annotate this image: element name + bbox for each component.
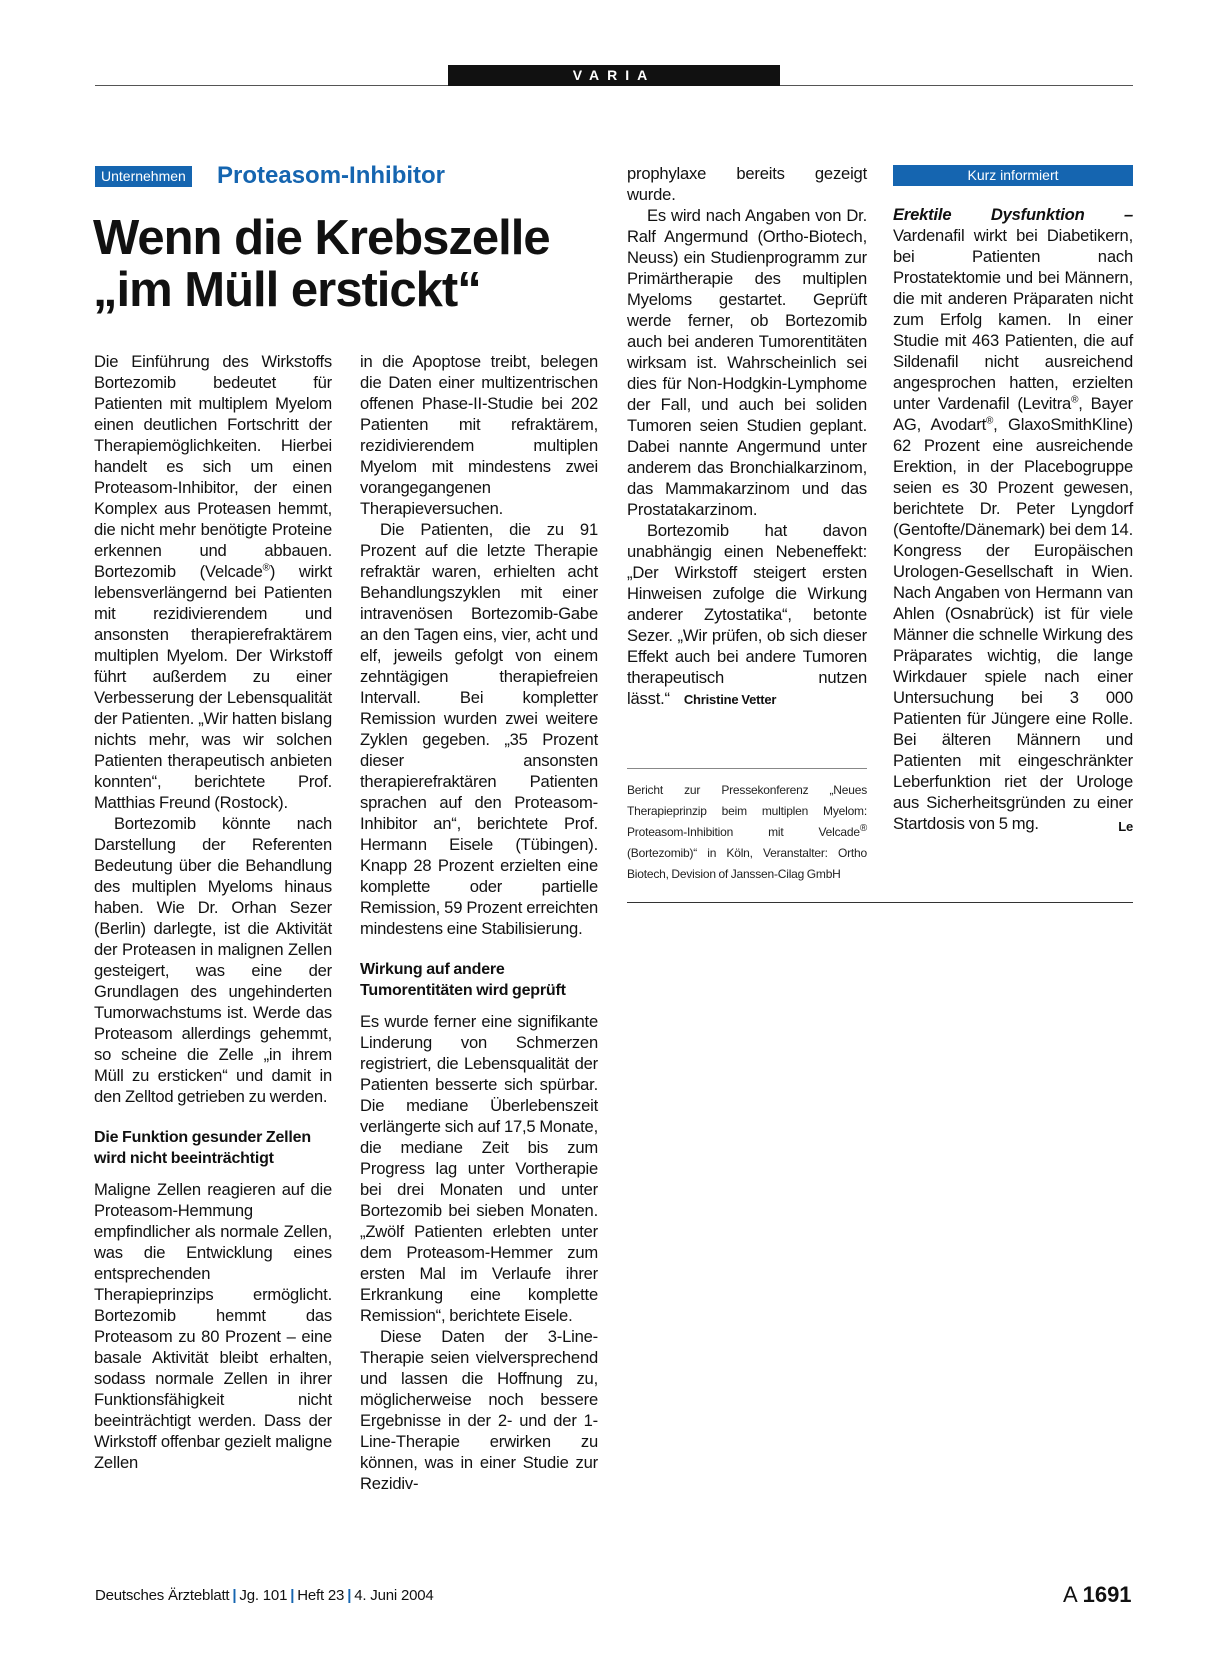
- rubric-title: Proteasom-Inhibitor: [217, 162, 446, 189]
- paragraph: Die Einführung des Wirkstoffs Bortezomib bedeutet für Patienten mit multiplem Myelom einen deutlichen Fortschritt der Therapiemöglichkeiten. Hierbei handelt es sich um einen Proteasom-Inhibitor, der einen Komplex aus Proteasen hemmt, die nicht mehr benötigte Proteine erkennen und abbauen. Bortezomib (Velcade®) wirkt lebensverlängernd bei Patienten mit rezidivierendem und ansonsten therapierefraktärem multiplen Myelom. Der Wirkstoff führt außerdem zu einer Verbesserung der Lebensqualität der Patienten. „Wir hatten bislang nichts mehr, was wir solchen Patienten therapeutisch anbieten konnten“, berichtete Prof. Matthias Freund (Rostock).: [94, 352, 333, 812]
- article-headline: [93, 212, 593, 316]
- volume: Jg. 101: [239, 1587, 288, 1604]
- column-end-rule: [627, 902, 1133, 903]
- paragraph: Es wird nach Angaben von Dr. Ralf Angermund (Ortho-Biotech, Neuss) ein Studienprogramm zur Primärtherapie des multiplen Myeloms gestartet. Geprüft werde ferner, ob Bortezomib auch bei anderen Tumorentitäten wirksam ist. Wahrscheinlich sei dies für Non-Hodgkin-Lymphome der Fall, und auch bei soliden Tumoren seien Studien geplant. Dabei nannte Angermund unter anderem das Bronchialkarzinom, das Mammakarzinom und das Prostatakarzinom.: [627, 206, 867, 519]
- author-signature: Christine Vetter: [683, 692, 777, 707]
- headline-line-1: Wenn die Krebszelle: [93, 211, 550, 265]
- footer: Deutsches Ärzteblatt | Jg. 101 | Heft 23 | 4. Juni 2004: [95, 1587, 434, 1604]
- source-rule: [627, 768, 867, 769]
- subheading: Die Funktion gesunder Zellen wird nicht beeinträchtigt: [94, 1129, 311, 1167]
- article-column-2: [360, 351, 598, 1494]
- article-column-1: [94, 351, 332, 1473]
- paragraph: Erektile Dysfunktion – Vardenafil wirkt bei Diabetikern, bei Patienten nach Prostatektomie und bei Männern, die mit anderen Präparaten nicht zum Erfolg kamen. In einer Studie mit 463 Patienten, die auf Sildenafil nicht ausreichend angesprochen hatten, erzielten unter Vardenafil (Levitra®, Bayer AG, Avodart®, GlaxoSmithKline) 62 Prozent eine ausreichende Erektion, in der Placebogruppe seien es 30 Prozent gewesen, berichtete Dr. Peter Lyngdorf (Gentofte/Dänemark) bei dem 14. Kongress der Europäischen Urologen-Gesellschaft in Wien. Nach Angaben von Hermann van Ahlen (Osnabrück) ist für viele Männer die schnelle Wirkung des Präparates wichtig, die lange Wirkdauer spiele nach einer Untersuchung bei 3 000 Patienten für Jüngere eine Rolle. Bei älteren Männern und Patienten mit eingeschränkter Leberfunktion riet der Urologe aus Sicherheitsgründen zu einer Startdosis von 5 mg. Le: [893, 204, 1133, 834]
- subheading: Wirkung auf andere Tumorentitäten wird geprüft: [360, 961, 566, 999]
- paragraph: Bortezomib könnte nach Darstellung der Referenten Bedeutung über die Behandlung des multiplen Myeloms hinaus haben. Wie Dr. Orhan Sezer (Berlin) darlegte, ist die Aktivität der Proteasen in malignen Zellen gesteigert, was eine der Grundlagen des ungehinderten Tumorwachstums ist. Werde das Proteasom allerdings gehemmt, so scheine die Zelle „in ihrem Müll zu ersticken“ und damit in den Zelltod getrieben zu werden.: [94, 814, 332, 1106]
- paragraph: prophylaxe bereits gezeigt wurde.: [627, 164, 867, 204]
- paragraph: Maligne Zellen reagieren auf die Proteasom-Hemmung empfindlicher als normale Zellen, was die Entwicklung eines entsprechenden Therapieprinzips ermöglicht. Bortezomib hemmt das Proteasom zu 80 Prozent – eine basale Aktivität bleibt erhalten, sodass normale Zellen in ihrer Funktionsfähigkeit nicht beeinträchtigt werden. Dass der Wirkstoff offenbar gezielt maligne Zellen: [94, 1180, 332, 1472]
- sidebar-signature: Le: [1118, 819, 1133, 834]
- article-column-3: [627, 163, 867, 710]
- date: 4. Juni 2004: [354, 1587, 434, 1604]
- issue: Heft 23: [297, 1587, 345, 1604]
- source-note: Bericht zur Pressekonferenz „Neues Therapieprinzip beim multiplen Myelom: Proteasom-Inhibition mit Velcade® (Bortezomib)“ in Köln, Veranstalter: Ortho Biotech, Devision of Janssen-Cilag GmbH: [627, 783, 867, 881]
- rubric-tag: Unternehmen: [95, 166, 192, 187]
- headline-line-2: „im Müll erstickt“: [93, 263, 481, 317]
- sidebar-text: [893, 204, 1133, 837]
- paragraph: Diese Daten der 3-Line-Therapie seien vielversprechend und lassen die Hoffnung zu, möglicherweise noch bessere Ergebnisse in der 2- und der 1-Line-Therapie erwirken zu können, was in einer Studie zur Rezidiv-: [360, 1327, 598, 1493]
- paragraph: Es wurde ferner eine signifikante Linderung von Schmerzen registriert, die Lebensqualität der Patienten besserte sich spürbar. Die mediane Überlebenszeit verlängerte sich auf 17,5 Monate, die mediane Zeit bis zum Progress lag unter Vortherapie bei drei Monaten und unter Bortezomib bei sieben Monaten. „Zwölf Patienten erlebten unter dem Proteasom-Hemmer zum ersten Mal im Verlaufe ihrer Erkrankung eine komplette Remission“, berichtete Eisele.: [360, 1012, 598, 1325]
- paragraph: in die Apoptose treibt, belegen die Daten einer multizentrischen offenen Phase-II-Studie bei 202 Patienten mit refraktärem, rezidivierendem multiplen Myelom mit mindestens zwei vorangegangenen Therapieversuchen.: [360, 352, 598, 518]
- section-header: VARIA: [448, 65, 780, 86]
- paragraph: Die Patienten, die zu 91 Prozent auf die letzte Therapie refraktär waren, erhielten acht Behandlungszyklen mit einer intravenösen Bortezomib-Gabe an den Tagen eins, vier, acht und elf, jeweils gefolgt von einem zehntägigen therapiefreien Intervall. Bei kompletter Remission wurden zwei weitere Zyklen gegeben. „35 Prozent dieser ansonsten therapierefraktären Patienten sprachen auf den Proteasom-Inhibitor an“, berichtete Prof. Hermann Eisele (Tübingen). Knapp 28 Prozent erzielten eine komplette oder partielle Remission, 59 Prozent erreichten mindestens eine Stabilisierung.: [360, 520, 598, 938]
- sidebar-title: Kurz informiert: [893, 165, 1133, 186]
- page-number: A 1691: [1063, 1582, 1132, 1607]
- sidebar-lead: Erektile Dysfunktion –: [893, 205, 1133, 224]
- paragraph: Bortezomib hat davon unabhängig einen Nebeneffekt: „Der Wirkstoff steigert ersten Hinweisen zufolge die Wirkung anderer Zytostatika“, betonte Sezer. „Wir prüfen, ob sich dieser Effekt auch bei andere Tumoren therapeutisch nutzen lässt.“ Christine Vetter: [627, 521, 867, 708]
- journal-name: Deutsches Ärzteblatt: [95, 1587, 230, 1604]
